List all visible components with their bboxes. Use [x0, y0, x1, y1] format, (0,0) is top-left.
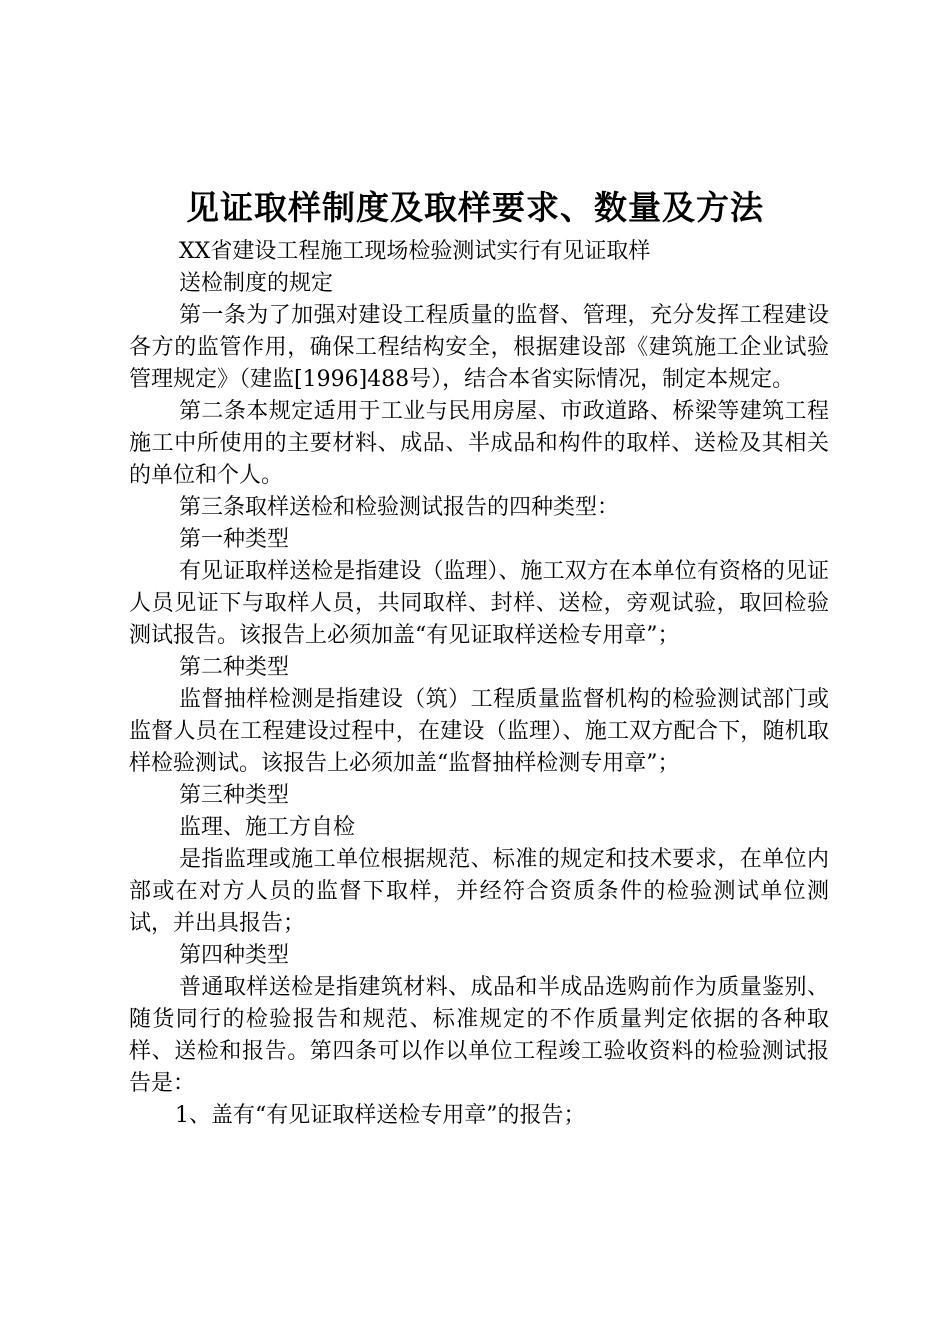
article-1-paragraph: 第一条为了加强对建设工程质量的监督、管理，充分发挥工程建设各方的监管作用，确保工程结构安全，根据建设部《建筑施工企业试验管理规定》（建监[1996]488号），结合本省实际情况，制定本规定。: [129, 303, 829, 392]
article-2-paragraph: 第二条本规定适用于工业与民用房屋、市政道路、桥梁等建筑工程施工中所使用的主要材料、成品、半成品和构件的取样、送检及其相关的单位和个人。: [129, 399, 829, 488]
document-title: 见证取样制度及取样要求、数量及方法: [186, 188, 764, 227]
type-4-paragraph: 普通取样送检是指建筑材料、成品和半成品选购前作为质量鉴别、随货同行的检验报告和规范、标准规定的不作质量判定依据的各种取样、送检和报告。第四条可以作以单位工程竣工验收资料的检验测试报告是：: [129, 975, 829, 1096]
type-2-heading: 第二种类型: [179, 655, 290, 680]
type-3-subheading: 监理、施工方自检: [179, 815, 356, 840]
document-body: [129, 236, 829, 1132]
article-3-paragraph: 第三条取样送检和检验测试报告的四种类型：: [179, 495, 620, 520]
list-item-1: 1、盖有“有见证取样送检专用章”的报告；: [175, 1103, 586, 1128]
subtitle-line-1: XX省建设工程施工现场检验测试实行有见证取样: [179, 239, 651, 264]
type-1-heading: 第一种类型: [179, 527, 290, 552]
type-3-heading: 第三种类型: [179, 783, 290, 808]
subtitle-line-2: 送检制度的规定: [179, 271, 334, 296]
type-2-paragraph: 监督抽样检测是指建设（筑）工程质量监督机构的检验测试部门或监督人员在工程建设过程中，在建设（监理）、施工双方配合下，随机取样检验测试。该报告上必须加盖“监督抽样检测专用章”；: [129, 687, 829, 776]
type-1-paragraph: 有见证取样送检是指建设（监理）、施工双方在本单位有资格的见证人员见证下与取样人员，共同取样、封样、送检，旁观试验，取回检验测试报告。该报告上必须加盖“有见证取样送检专用章”；: [129, 559, 829, 648]
type-3-paragraph: 是指监理或施工单位根据规范、标准的规定和技术要求，在单位内部或在对方人员的监督下取样，并经符合资质条件的检验测试单位测试，并出具报告；: [129, 847, 829, 936]
type-4-heading: 第四种类型: [179, 943, 290, 968]
